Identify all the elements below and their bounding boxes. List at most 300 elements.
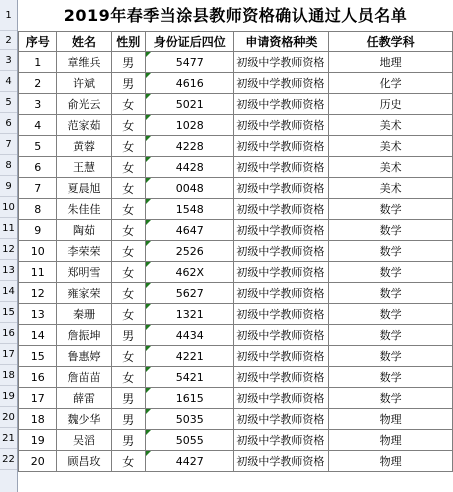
text-number-indicator-icon — [146, 115, 151, 120]
cell-name[interactable] — [57, 409, 111, 430]
row-number[interactable]: 13 — [0, 260, 17, 281]
cell-seq[interactable] — [19, 262, 57, 283]
cell-sex-text: 男 — [122, 412, 135, 427]
cell-qualification-text: 初级中学教师资格 — [236, 413, 325, 426]
cell-seq[interactable] — [19, 52, 57, 73]
cell-id-last4[interactable] — [146, 325, 234, 346]
cell-name[interactable] — [57, 178, 111, 199]
cell-name-text: 章维兵 — [67, 56, 101, 69]
header-subject[interactable]: 任教学科 — [329, 32, 453, 52]
cell-sex[interactable] — [111, 136, 146, 157]
text-number-indicator-icon — [146, 73, 151, 78]
cell-name[interactable] — [57, 220, 111, 241]
cell-name-text: 陶茹 — [72, 224, 95, 237]
cell-subject-text: 数学 — [379, 350, 402, 363]
text-number-indicator-icon — [146, 94, 151, 99]
cell-seq-text: 17 — [30, 391, 45, 405]
cell-qualification[interactable] — [234, 178, 329, 199]
header-id-last4[interactable]: 身份证后四位 — [146, 32, 234, 52]
cell-qualification[interactable] — [234, 241, 329, 262]
cell-sex[interactable] — [111, 346, 146, 367]
cell-id-last4-text: 4428 — [175, 160, 204, 174]
cell-seq[interactable] — [19, 241, 57, 262]
cell-name-text: 鲁惠婷 — [67, 350, 101, 363]
cell-seq-text: 2 — [34, 76, 42, 90]
cell-seq[interactable] — [19, 283, 57, 304]
cell-id-last4[interactable] — [146, 199, 234, 220]
cell-seq-text: 8 — [34, 202, 42, 216]
cell-id-last4-text: 5035 — [175, 412, 204, 426]
text-number-indicator-icon — [146, 136, 151, 141]
cell-subject-text: 数学 — [379, 392, 402, 405]
table-row — [19, 325, 453, 346]
cell-id-last4[interactable] — [146, 115, 234, 136]
row-number[interactable]: 4 — [0, 71, 17, 92]
row-number[interactable]: 15 — [0, 302, 17, 323]
text-number-indicator-icon — [146, 241, 151, 246]
cell-qualification[interactable] — [234, 157, 329, 178]
cell-name-text: 李荣荣 — [67, 245, 101, 258]
cell-id-last4-text: 1615 — [175, 391, 204, 405]
row-number[interactable]: 7 — [0, 134, 17, 155]
cell-seq[interactable] — [19, 157, 57, 178]
cell-seq[interactable] — [19, 430, 57, 451]
cell-name[interactable] — [57, 94, 111, 115]
cell-name[interactable] — [57, 388, 111, 409]
cell-name-text: 薛雷 — [72, 392, 95, 405]
cell-qualification[interactable] — [234, 409, 329, 430]
cell-subject-text: 美术 — [379, 140, 402, 153]
cell-subject[interactable] — [329, 241, 453, 262]
cell-subject[interactable] — [329, 388, 453, 409]
data-table — [18, 31, 453, 472]
cell-qualification-text: 初级中学教师资格 — [236, 434, 325, 447]
row-number[interactable]: 5 — [0, 92, 17, 113]
cell-qualification[interactable] — [234, 220, 329, 241]
cell-sex-text: 女 — [122, 265, 135, 280]
cell-name-text: 朱佳佳 — [67, 203, 101, 216]
cell-subject[interactable] — [329, 367, 453, 388]
header-name[interactable]: 姓名 — [57, 32, 111, 52]
cell-name-text: 俞光云 — [67, 98, 101, 111]
cell-id-last4-text: 5477 — [175, 55, 204, 69]
cell-subject-text: 数学 — [379, 224, 402, 237]
cell-sex-text: 女 — [122, 349, 135, 364]
cell-qualification[interactable] — [234, 451, 329, 472]
cell-qualification-text: 初级中学教师资格 — [236, 371, 325, 384]
cell-subject[interactable] — [329, 220, 453, 241]
cell-name-text: 雍家荣 — [67, 287, 101, 300]
table-row — [19, 136, 453, 157]
cell-qualification-text: 初级中学教师资格 — [236, 182, 325, 195]
cell-id-last4-text: 1548 — [175, 202, 204, 216]
cell-name[interactable] — [57, 241, 111, 262]
cell-qualification-text: 初级中学教师资格 — [236, 77, 325, 90]
text-number-indicator-icon — [146, 157, 151, 162]
cell-sex-text: 女 — [122, 139, 135, 154]
cell-subject[interactable] — [329, 325, 453, 346]
cell-subject-text: 美术 — [379, 182, 402, 195]
cell-subject-text: 物理 — [379, 434, 402, 447]
cell-seq[interactable] — [19, 409, 57, 430]
row-number[interactable]: 1 — [0, 0, 17, 31]
cell-name[interactable] — [57, 451, 111, 472]
cell-qualification-text: 初级中学教师资格 — [236, 119, 325, 132]
cell-id-last4[interactable] — [146, 451, 234, 472]
table-row — [19, 430, 453, 451]
cell-id-last4[interactable] — [146, 262, 234, 283]
cell-seq[interactable] — [19, 451, 57, 472]
cell-name[interactable] — [57, 199, 111, 220]
cell-qualification[interactable] — [234, 115, 329, 136]
cell-id-last4[interactable] — [146, 304, 234, 325]
cell-subject-text: 数学 — [379, 266, 402, 279]
cell-seq[interactable] — [19, 136, 57, 157]
cell-subject-text: 美术 — [379, 161, 402, 174]
cell-sex-text: 女 — [122, 160, 135, 175]
cell-name[interactable] — [57, 262, 111, 283]
cell-seq-text: 12 — [30, 286, 45, 300]
cell-seq[interactable] — [19, 94, 57, 115]
cell-id-last4[interactable] — [146, 157, 234, 178]
cell-qualification-text: 初级中学教师资格 — [236, 161, 325, 174]
text-number-indicator-icon — [146, 367, 151, 372]
cell-subject[interactable] — [329, 136, 453, 157]
cell-qualification[interactable] — [234, 262, 329, 283]
table-row — [19, 367, 453, 388]
cell-sex-text: 女 — [122, 118, 135, 133]
cell-id-last4[interactable] — [146, 220, 234, 241]
cell-qualification[interactable] — [234, 367, 329, 388]
table-row — [19, 73, 453, 94]
cell-qualification[interactable] — [234, 304, 329, 325]
cell-qualification-text: 初级中学教师资格 — [236, 392, 325, 405]
cell-sex-text: 女 — [122, 202, 135, 217]
cell-seq-text: 14 — [30, 328, 45, 342]
cell-sex[interactable] — [111, 94, 146, 115]
cell-subject-text: 数学 — [379, 308, 402, 321]
row-number[interactable]: 21 — [0, 428, 17, 449]
cell-sex-text: 女 — [122, 370, 135, 385]
text-number-indicator-icon — [146, 325, 151, 330]
cell-subject[interactable] — [329, 94, 453, 115]
table-row — [19, 388, 453, 409]
cell-id-last4-text: 5627 — [175, 286, 204, 300]
cell-name[interactable] — [57, 304, 111, 325]
cell-id-last4[interactable] — [146, 346, 234, 367]
row-number[interactable]: 9 — [0, 176, 17, 197]
header-qualification[interactable]: 申请资格种类 — [234, 32, 329, 52]
cell-qualification[interactable] — [234, 94, 329, 115]
cell-subject-text: 历史 — [379, 98, 402, 111]
cell-subject[interactable] — [329, 73, 453, 94]
cell-name-text: 詹振坤 — [67, 329, 101, 342]
cell-seq[interactable] — [19, 388, 57, 409]
cell-subject[interactable] — [329, 157, 453, 178]
cell-name[interactable] — [57, 115, 111, 136]
cell-name[interactable] — [57, 52, 111, 73]
cell-id-last4-text: 462X — [175, 265, 205, 279]
sheet-title[interactable]: 2019年春季当涂县教师资格确认通过人员名单 — [18, 0, 453, 32]
cell-subject[interactable] — [329, 451, 453, 472]
table-row — [19, 346, 453, 367]
table-row — [19, 94, 453, 115]
text-number-indicator-icon — [146, 346, 151, 351]
cell-subject-text: 地理 — [379, 56, 402, 69]
cell-sex-text: 男 — [122, 55, 135, 70]
table-row — [19, 115, 453, 136]
cell-qualification[interactable] — [234, 430, 329, 451]
cell-seq[interactable] — [19, 115, 57, 136]
row-number[interactable]: 22 — [0, 449, 17, 470]
cell-id-last4[interactable] — [146, 283, 234, 304]
cell-subject[interactable] — [329, 262, 453, 283]
row-number[interactable]: 8 — [0, 155, 17, 176]
cell-id-last4-text: 4221 — [175, 349, 204, 363]
cell-sex-text: 女 — [122, 181, 135, 196]
cell-id-last4-text: 5055 — [175, 433, 204, 447]
cell-sex-text: 女 — [122, 223, 135, 238]
cell-seq-text: 15 — [30, 349, 45, 363]
cell-seq[interactable] — [19, 346, 57, 367]
cell-subject[interactable] — [329, 52, 453, 73]
cell-seq-text: 6 — [34, 160, 42, 174]
cell-name-text: 范家茹 — [67, 119, 101, 132]
header-seq[interactable]: 序号 — [19, 32, 57, 52]
cell-name-text: 夏晨旭 — [67, 182, 101, 195]
cell-sex-text: 男 — [122, 76, 135, 91]
cell-name-text: 吴滔 — [72, 434, 95, 447]
cell-sex[interactable] — [111, 220, 146, 241]
cell-id-last4[interactable] — [146, 367, 234, 388]
cell-id-last4-text: 4616 — [175, 76, 204, 90]
cell-qualification[interactable] — [234, 283, 329, 304]
cell-name[interactable] — [57, 136, 111, 157]
cell-sex[interactable] — [111, 388, 146, 409]
row-number[interactable]: 14 — [0, 281, 17, 302]
text-number-indicator-icon — [146, 388, 151, 393]
header-row — [19, 32, 453, 52]
cell-qualification[interactable] — [234, 136, 329, 157]
cell-name[interactable] — [57, 73, 111, 94]
cell-name[interactable] — [57, 325, 111, 346]
cell-name[interactable] — [57, 157, 111, 178]
cell-subject[interactable] — [329, 178, 453, 199]
cell-seq-text: 5 — [34, 139, 42, 153]
text-number-indicator-icon — [146, 304, 151, 309]
cell-seq[interactable] — [19, 220, 57, 241]
text-number-indicator-icon — [146, 262, 151, 267]
cell-sex-text: 男 — [122, 328, 135, 343]
cell-name-text: 郑明雪 — [67, 266, 101, 279]
cell-seq-text: 3 — [34, 97, 42, 111]
cell-sex[interactable] — [111, 73, 146, 94]
cell-seq-text: 18 — [30, 412, 45, 426]
cell-subject[interactable] — [329, 199, 453, 220]
text-number-indicator-icon — [146, 430, 151, 435]
cell-name-text: 顾昌玫 — [67, 455, 101, 468]
cell-sex[interactable] — [111, 157, 146, 178]
row-number[interactable]: 10 — [0, 197, 17, 218]
cell-name[interactable] — [57, 367, 111, 388]
cell-sex[interactable] — [111, 52, 146, 73]
cell-qualification-text: 初级中学教师资格 — [236, 224, 325, 237]
cell-sex-text: 女 — [122, 244, 135, 259]
table-row — [19, 199, 453, 220]
cell-qualification[interactable] — [234, 388, 329, 409]
cell-qualification[interactable] — [234, 346, 329, 367]
cell-seq-text: 7 — [34, 181, 42, 195]
cell-qualification-text: 初级中学教师资格 — [236, 308, 325, 321]
row-number[interactable]: 17 — [0, 344, 17, 365]
cell-id-last4[interactable] — [146, 178, 234, 199]
cell-name-text: 詹苗苗 — [67, 371, 101, 384]
cell-subject[interactable] — [329, 346, 453, 367]
cell-subject[interactable] — [329, 409, 453, 430]
cell-sex-text: 男 — [122, 391, 135, 406]
cell-sex-text: 男 — [122, 433, 135, 448]
text-number-indicator-icon — [146, 199, 151, 204]
cell-id-last4-text: 4647 — [175, 223, 204, 237]
cell-qualification-text: 初级中学教师资格 — [236, 287, 325, 300]
cell-id-last4[interactable] — [146, 430, 234, 451]
row-number[interactable]: 3 — [0, 50, 17, 71]
cell-seq-text: 11 — [30, 265, 45, 279]
cell-qualification-text: 初级中学教师资格 — [236, 329, 325, 342]
row-number[interactable]: 19 — [0, 386, 17, 407]
cell-qualification-text: 初级中学教师资格 — [236, 245, 325, 258]
cell-id-last4-text: 1321 — [175, 307, 204, 321]
cell-id-last4[interactable] — [146, 241, 234, 262]
row-number[interactable]: 6 — [0, 113, 17, 134]
text-number-indicator-icon — [146, 283, 151, 288]
cell-qualification-text: 初级中学教师资格 — [236, 56, 325, 69]
cell-subject[interactable] — [329, 115, 453, 136]
cell-sex[interactable] — [111, 409, 146, 430]
cell-subject-text: 数学 — [379, 329, 402, 342]
table-row — [19, 409, 453, 430]
cell-seq[interactable] — [19, 325, 57, 346]
text-number-indicator-icon — [146, 220, 151, 225]
cell-subject-text: 数学 — [379, 287, 402, 300]
header-sex[interactable]: 性别 — [111, 32, 146, 52]
cell-sex[interactable] — [111, 430, 146, 451]
cell-qualification[interactable] — [234, 73, 329, 94]
cell-qualification[interactable] — [234, 325, 329, 346]
cell-id-last4-text: 5421 — [175, 370, 204, 384]
cell-seq-text: 1 — [34, 55, 42, 69]
cell-sex[interactable] — [111, 262, 146, 283]
cell-seq-text: 13 — [30, 307, 45, 321]
cell-sex-text: 女 — [122, 454, 135, 469]
cell-id-last4-text: 4427 — [175, 454, 204, 468]
cell-subject[interactable] — [329, 430, 453, 451]
cell-id-last4-text: 4228 — [175, 139, 204, 153]
cell-qualification-text: 初级中学教师资格 — [236, 140, 325, 153]
text-number-indicator-icon — [146, 178, 151, 183]
table-row — [19, 262, 453, 283]
cell-qualification[interactable] — [234, 52, 329, 73]
cell-id-last4[interactable] — [146, 409, 234, 430]
cell-sex[interactable] — [111, 367, 146, 388]
cell-name-text: 许斌 — [72, 77, 95, 90]
cell-seq-text: 20 — [30, 454, 45, 468]
table-row — [19, 52, 453, 73]
row-number[interactable]: 18 — [0, 365, 17, 386]
cell-seq[interactable] — [19, 73, 57, 94]
cell-id-last4-text: 2526 — [175, 244, 204, 258]
cell-subject-text: 化学 — [379, 77, 402, 90]
cell-name[interactable] — [57, 283, 111, 304]
row-number[interactable]: 2 — [0, 31, 17, 50]
cell-seq[interactable] — [19, 178, 57, 199]
cell-subject-text: 美术 — [379, 119, 402, 132]
cell-sex[interactable] — [111, 115, 146, 136]
cell-qualification-text: 初级中学教师资格 — [236, 455, 325, 468]
cell-seq[interactable] — [19, 199, 57, 220]
cell-qualification[interactable] — [234, 199, 329, 220]
cell-sex[interactable] — [111, 283, 146, 304]
cell-name-text: 黄蓉 — [72, 140, 95, 153]
cell-name-text: 魏少华 — [67, 413, 101, 426]
row-number[interactable]: 12 — [0, 239, 17, 260]
cell-sex-text: 女 — [122, 97, 135, 112]
table-row — [19, 304, 453, 325]
row-number[interactable]: 16 — [0, 323, 17, 344]
cell-sex[interactable] — [111, 451, 146, 472]
cell-sex[interactable] — [111, 178, 146, 199]
table-row — [19, 178, 453, 199]
cell-sex-text: 女 — [122, 286, 135, 301]
cell-id-last4-text: 1028 — [175, 118, 204, 132]
cell-subject-text: 数学 — [379, 371, 402, 384]
cell-sex[interactable] — [111, 325, 146, 346]
cell-subject-text: 数学 — [379, 203, 402, 216]
cell-id-last4[interactable] — [146, 73, 234, 94]
cell-sex[interactable] — [111, 241, 146, 262]
cell-sex[interactable] — [111, 304, 146, 325]
cell-id-last4[interactable] — [146, 94, 234, 115]
cell-id-last4[interactable] — [146, 52, 234, 73]
row-number[interactable]: 20 — [0, 407, 17, 428]
cell-id-last4-text: 0048 — [175, 181, 204, 195]
cell-id-last4-text: 5021 — [175, 97, 204, 111]
table-row — [19, 157, 453, 178]
row-number[interactable]: 11 — [0, 218, 17, 239]
table-row — [19, 283, 453, 304]
cell-subject-text: 数学 — [379, 245, 402, 258]
cell-seq-text: 4 — [34, 118, 42, 132]
cell-id-last4-text: 4434 — [175, 328, 204, 342]
cell-sex[interactable] — [111, 199, 146, 220]
cell-subject[interactable] — [329, 283, 453, 304]
text-number-indicator-icon — [146, 409, 151, 414]
cell-seq-text: 19 — [30, 433, 45, 447]
cell-name-text: 王慧 — [72, 161, 95, 174]
cell-seq[interactable] — [19, 304, 57, 325]
cell-seq-text: 16 — [30, 370, 45, 384]
cell-subject-text: 物理 — [379, 413, 402, 426]
cell-subject[interactable] — [329, 304, 453, 325]
text-number-indicator-icon — [146, 52, 151, 57]
cell-name[interactable] — [57, 430, 111, 451]
cell-id-last4[interactable] — [146, 136, 234, 157]
cell-seq[interactable] — [19, 367, 57, 388]
cell-name-text: 秦珊 — [72, 308, 95, 321]
cell-id-last4[interactable] — [146, 388, 234, 409]
table-row — [19, 241, 453, 262]
cell-name[interactable] — [57, 346, 111, 367]
